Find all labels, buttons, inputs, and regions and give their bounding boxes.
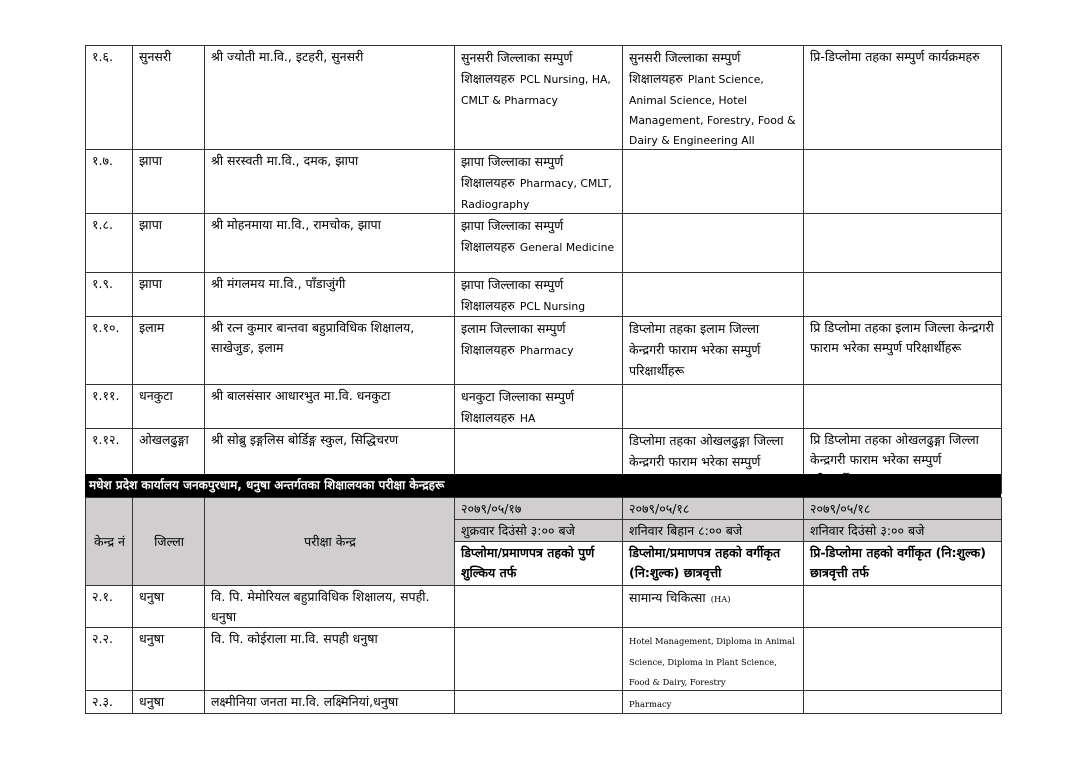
row-exam-center: श्री रत्न कुमार बान्तवा बहुप्राविधिक शिक्षालय, साखेजुङ, इलाम (205, 317, 455, 385)
row-number: २.३. (86, 691, 133, 714)
row-c2-programs: Hotel Management, Diploma in Animal Science, Diploma in Plant Science, Food & Dairy, Forestry (629, 636, 795, 687)
row-c3-text (804, 273, 1002, 317)
row-district: ओखलढुङ्गा (133, 429, 205, 494)
row-exam-center: लक्ष्मीनिया जनता मा.वि. लक्ष्मिनियां,धनुषा (205, 691, 455, 714)
row-number: १.७. (86, 150, 133, 214)
header-exam-center: परीक्षा केन्द्र (205, 498, 455, 586)
table-row (86, 46, 1002, 150)
row-c1-programs: General Medicine (519, 241, 615, 254)
header-district: जिल्ला (133, 498, 205, 586)
row-c2-cell (623, 214, 804, 273)
row-c2-cell (623, 691, 804, 714)
row-exam-center: श्री मंगलमय मा.वि., पाँडाजुंगी (205, 273, 455, 317)
row-c2-programs: Pharmacy (629, 699, 672, 709)
row-c2-programs: Plant Science, Animal Science, Hotel Management, Forestry, Food & Dairy & Engineering All (629, 73, 796, 147)
row-c1-programs: Pharmacy, CMLT, Radiography (461, 177, 612, 211)
row-c1-text: धनकुटा जिल्लाका सम्पुर्ण शिक्षालयहरु (461, 389, 574, 425)
exam-centers-table-top (85, 45, 1002, 494)
row-c3-text: प्रि डिप्लोमा तहका ओखलढुङ्गा जिल्ला केन्द्रगरी फाराम भरेका सम्पुर्ण (804, 429, 1002, 494)
row-c2-cell (623, 628, 804, 691)
row-c2-text: सामान्य चिकित्सा (629, 590, 706, 605)
row-number: १.६. (86, 46, 133, 150)
header-type: डिप्लोमा/प्रमाणपत्र तहको पुर्ण शुल्किय तर्फ (455, 542, 623, 586)
row-district: धनुषा (133, 691, 205, 714)
row-c2-cell (623, 46, 804, 150)
row-c3-text (804, 628, 1002, 691)
row-c3-text (804, 691, 1002, 714)
row-c2-cell (623, 317, 804, 385)
table-row (86, 317, 1002, 385)
table-row (86, 150, 1002, 214)
row-c1-cell (455, 317, 623, 385)
row-c2-text: सुनसरी जिल्लाका सम्पुर्ण शिक्षालयहरु (629, 50, 741, 86)
row-c2-cell (623, 586, 804, 628)
table-row (86, 214, 1002, 273)
row-c2-text: डिप्लोमा तहका ओखलढुङ्गा जिल्ला केन्द्रगरी फाराम भरेका सम्पुर्ण (629, 433, 784, 469)
header-date: २०७९/०५/१७ (455, 498, 623, 520)
header-date: २०७९/०५/१८ (623, 498, 804, 520)
row-c1-text: झापा जिल्लाका सम्पुर्ण शिक्षालयहरु (461, 277, 564, 313)
row-district: इलाम (133, 317, 205, 385)
header-time: शनिवार बिहान ८:०० बजे (623, 520, 804, 542)
row-c2-programs: (HA) (710, 594, 731, 604)
row-c3-text: प्रि डिप्लोमा तहका इलाम जिल्ला केन्द्रगरी फाराम भरेका सम्पुर्ण परिक्षार्थीहरू (804, 317, 1002, 385)
row-exam-center: श्री ज्योती मा.वि., इटहरी, सुनसरी (205, 46, 455, 150)
row-district: धनुषा (133, 586, 205, 628)
row-district: झापा (133, 150, 205, 214)
section-banner: मधेश प्रदेश कार्यालय जनकपुरधाम, धनुषा अन्तर्गतका शिक्षालयका परीक्षा केन्द्रहरू (85, 474, 1001, 497)
header-center-number: केन्द्र नं (86, 498, 133, 586)
row-c3-text: प्रि-डिप्लोमा तहका सम्पुर्ण कार्यक्रमहरु (804, 46, 1002, 150)
row-c3-text (804, 150, 1002, 214)
row-c3-text (804, 214, 1002, 273)
row-district: धनुषा (133, 628, 205, 691)
exam-centers-table-bottom (85, 497, 1002, 714)
row-c1-cell (455, 46, 623, 150)
table-row (86, 628, 1002, 691)
row-c1-programs: Pharmacy (519, 344, 574, 357)
header-date: २०७९/०५/१८ (804, 498, 1002, 520)
row-c3-text (804, 586, 1002, 628)
row-c1-text: झापा जिल्लाका सम्पुर्ण शिक्षालयहरु (461, 154, 564, 190)
row-exam-center: श्री सरस्वती मा.वि., दमक, झापा (205, 150, 455, 214)
row-district: धनकुटा (133, 385, 205, 429)
row-number: २.२. (86, 628, 133, 691)
row-number: २.१. (86, 586, 133, 628)
row-exam-center: श्री मोहनमाया मा.वि., रामचोक, झापा (205, 214, 455, 273)
row-c1-text: सुनसरी जिल्लाका सम्पुर्ण शिक्षालयहरु (461, 50, 573, 86)
table-row (86, 586, 1002, 628)
row-district: झापा (133, 273, 205, 317)
row-c2-cell (623, 150, 804, 214)
row-exam-center: वि. पि. कोईराला मा.वि. सपही धनुषा (205, 628, 455, 691)
row-c2-cell (623, 385, 804, 429)
row-c1-programs: PCL Nursing, HA, CMLT & Pharmacy (461, 73, 611, 107)
row-c1-text (455, 691, 623, 714)
row-number: १.११. (86, 385, 133, 429)
row-c1-text (455, 628, 623, 691)
row-c1-cell (455, 150, 623, 214)
row-exam-center: श्री सोब्रु इङ्गलिस बोर्डिङ्ग स्कुल, सिद्धिचरण (205, 429, 455, 494)
header-time: शुक्रवार दिउंसो ३:०० बजे (455, 520, 623, 542)
row-c1-text: झापा जिल्लाका सम्पुर्ण शिक्षालयहरु (461, 218, 564, 254)
header-time: शनिवार दिउंसो ३:०० बजे (804, 520, 1002, 542)
row-c3-text (804, 385, 1002, 429)
row-c1-cell (455, 385, 623, 429)
header-type: डिप्लोमा/प्रमाणपत्र तहको वर्गीकृत (नि:शुल्क) छात्रवृत्ती (623, 542, 804, 586)
row-exam-center: श्री बालसंसार आधारभुत मा.वि. धनकुटा (205, 385, 455, 429)
row-c1-text: इलाम जिल्लाका सम्पुर्ण शिक्षालयहरु (461, 321, 566, 357)
row-c2-text: डिप्लोमा तहका इलाम जिल्ला केन्द्रगरी फाराम भरेका सम्पुर्ण परिक्षार्थीहरू (629, 321, 761, 378)
table-row (86, 273, 1002, 317)
table-row (86, 385, 1002, 429)
header-type: प्रि-डिप्लोमा तहको वर्गीकृत (नि:शुल्क) छात्रवृत्ती तर्फ (804, 542, 1002, 586)
table-row (86, 691, 1002, 714)
row-c1-text (455, 586, 623, 628)
row-c2-cell (623, 273, 804, 317)
row-number: १.८. (86, 214, 133, 273)
row-district: सुनसरी (133, 46, 205, 150)
row-number: १.१२. (86, 429, 133, 494)
row-c1-cell (455, 273, 623, 317)
row-number: १.१०. (86, 317, 133, 385)
row-c1-programs: HA (519, 412, 536, 425)
row-c1-cell (455, 214, 623, 273)
row-number: १.९. (86, 273, 133, 317)
row-exam-center: वि. पि. मेमोरियल बहुप्राविधिक शिक्षालय, सपही. धनुषा (205, 586, 455, 628)
row-district: झापा (133, 214, 205, 273)
row-c1-programs: PCL Nursing (519, 300, 586, 313)
